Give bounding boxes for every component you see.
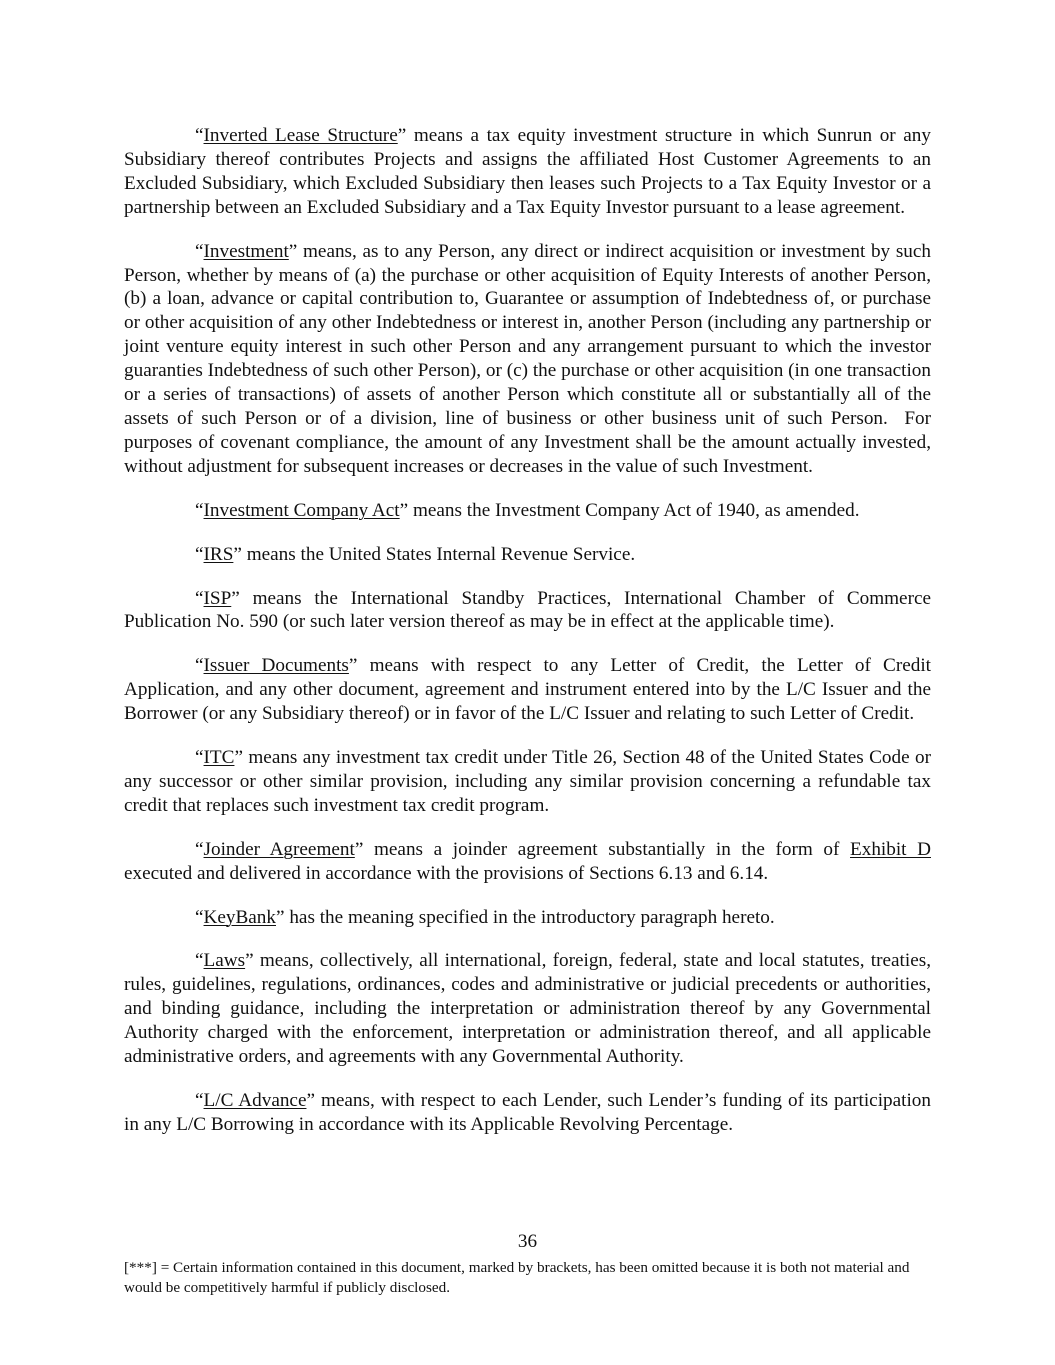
definition-body: means, with respect to each Lender, such Lender’s funding of its participation in any L/C Borrowing in accordance with its Applicable Revolving Percentage. [124, 1090, 931, 1135]
open-quote: “ [195, 838, 204, 860]
definition-body: has the meaning specified in the introductory paragraph hereto. [284, 906, 775, 928]
definition-body: means, collectively, all international, foreign, federal, state and local statutes, treaties, rules, guidelines, regulations, ordinances, codes and administrative or judicial precedents or authorities, and binding guidance, including the interpretation or administration thereof by any Governmental Authority charged with the enforcement, interpretation or administration thereof, and all applicable administrative orders, and agreements with any Governmental Authority. [124, 950, 931, 1068]
defined-term: Issuer Documents [203, 655, 349, 677]
close-quote: ” [354, 838, 364, 860]
close-quote: ” [397, 125, 407, 146]
definition-body: means with respect to any Letter of Credit, the Letter of Credit Application, and any other document, agreement and instrument entered into by the L/C Issuer and the Borrower (or any Subsidiary thereof) or in favor of the L/C Issuer and relating to such Letter of Credit. [124, 655, 932, 725]
definition-investment [124, 240, 931, 479]
defined-term: Investment Company Act [203, 499, 400, 521]
definition-body: means the United States Internal Revenue Service. [241, 543, 636, 565]
definition-isp [124, 587, 931, 635]
definition-keybank [124, 906, 931, 930]
definition-investment-company-act [124, 499, 931, 523]
defined-term: Inverted Lease Structure [203, 125, 398, 146]
defined-term: Laws [203, 950, 246, 972]
open-quote: “ [195, 240, 204, 262]
definition-body: means the Investment Company Act of 1940, as amended. [408, 499, 860, 521]
definition-body: means, as to any Person, any direct or indirect acquisition or investment by such Person, whether by means of (a) the purchase or other acquisition of Equity Interests of another Person, (b) a loan, advance or capital contribution to, Guarantee or assumption of Indebtedness of, or purchase or other acquisition of any other Indebtedness or interest in, another Person (including any partnership or joint venture equity interest in such other Person and any arrangement pursuant to which the investor guaranties Indebtedness of such other Person), or (c) the purchase or other acquisition (in one transaction or a series of transactions) of assets of another Person which constitute all or substantially all of the assets of such Person or of a division, line of business or other business unit of such Person. For purposes of covenant compliance, the amount of any Investment shall be the amount actually invested, without adjustment for subsequent increases or decreases in the value of such Investment. [124, 240, 931, 477]
definition-body: means any investment tax credit under Title 26, Section 48 of the United States Code or any successor or other similar provision, including any similar provision concerning a refundable tax credit that replaces such investment tax credit program. [124, 747, 931, 816]
open-quote: “ [195, 747, 204, 769]
definition-issuer-documents [124, 654, 931, 726]
definition-body-before-ref: means a joinder agreement substantially in the form of [363, 838, 851, 860]
open-quote: “ [195, 655, 204, 677]
open-quote: “ [195, 906, 204, 928]
defined-term: ISP [203, 587, 232, 609]
definition-body: means the International Standby Practices, International Chamber of Commerce Publication No. 590 (or such later version thereof as may be in effect at the applicable time). [124, 587, 931, 633]
defined-term: Investment [203, 240, 289, 262]
definition-itc [124, 746, 931, 818]
definition-lc-advance [124, 1089, 931, 1137]
open-quote: “ [195, 499, 204, 521]
definition-body: means a tax equity investment structure in which Sunrun or any Subsidiary thereof contributes Projects and assigns the affiliated Host Customer Agreements to an Excluded Subsidiary, which Excluded Subsidiary then leases such Projects to a Tax Equity Investor or a partnership between an Excluded Subsidiary and a Tax Equity Investor pursuant to a lease agreement. [124, 125, 931, 218]
open-quote: “ [195, 125, 204, 146]
close-quote: ” [231, 587, 240, 609]
definition-inverted-lease-structure [124, 124, 931, 220]
defined-term: ITC [203, 747, 235, 769]
close-quote: ” [348, 655, 358, 677]
open-quote: “ [195, 950, 204, 972]
close-quote: ” [276, 906, 285, 928]
defined-term: L/C Advance [203, 1090, 307, 1111]
redaction-footnote: [***] = Certain information contained in this document, marked by brackets, has been omitted because it is both not material and would be competitively harmful if publicly disclosed. [124, 1259, 910, 1296]
open-quote: “ [195, 543, 204, 565]
close-quote: ” [233, 543, 242, 565]
close-quote: ” [245, 950, 254, 972]
open-quote: “ [195, 1090, 204, 1111]
open-quote: “ [195, 587, 204, 609]
document-page [124, 124, 931, 1157]
defined-term: KeyBank [203, 906, 276, 928]
exhibit-reference: Exhibit D [850, 838, 931, 860]
defined-term: IRS [203, 543, 234, 565]
defined-term: Joinder Agreement [203, 838, 355, 860]
close-quote: ” [234, 747, 243, 769]
definition-body-after-ref: executed and delivered in accordance with the provisions of Sections 6.13 and 6.14. [124, 862, 769, 884]
close-quote: ” [399, 499, 409, 521]
definition-laws [124, 949, 931, 1069]
definition-irs [124, 543, 931, 567]
close-quote: ” [288, 240, 298, 262]
close-quote: ” [306, 1090, 315, 1111]
page-number: 36 [517, 1231, 538, 1252]
definition-joinder-agreement [124, 838, 931, 886]
